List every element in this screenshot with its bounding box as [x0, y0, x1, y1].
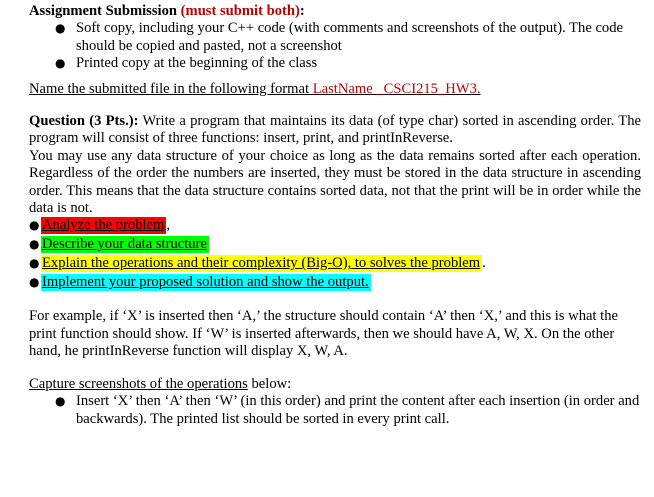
question-paragraph [29, 113, 641, 148]
capture-list [29, 393, 641, 428]
task-explain: Explain the operations and their complexity (Big-O), to solves the problem [42, 255, 481, 272]
question-block [29, 113, 641, 217]
assignment-page [29, 3, 641, 428]
task-suffix: . [482, 255, 486, 272]
bullet-icon: ● [55, 56, 66, 71]
capture-heading-suffix: below: [247, 375, 292, 392]
submission-title-highlight: (must submit both) [180, 3, 300, 19]
submission-list [29, 20, 641, 72]
filename-format: LastName _CSCI215_HW3. [312, 80, 481, 97]
submission-title: Assignment Submission [29, 3, 181, 19]
task-item [29, 274, 641, 293]
submission-item [29, 20, 641, 55]
submission-heading [29, 3, 641, 20]
capture-item-text: Insert ‘X’ then ‘A’ then ‘W’ (in this order) and print the content after each insertion (in order and backwards). The printed list should be sorted in every print call. [76, 393, 640, 427]
bullet-icon: ● [55, 394, 66, 409]
filename-prefix: Name the submitted file in the following format [29, 80, 313, 97]
task-item [29, 217, 641, 236]
task-list [29, 217, 641, 293]
bullet-icon: ● [29, 275, 40, 290]
task-analyze: Analyze the problem [42, 217, 165, 234]
filename-instruction [29, 81, 641, 98]
bullet-icon: ● [29, 218, 40, 233]
capture-section [29, 376, 641, 428]
capture-heading-text: Capture screenshots of the operations [29, 375, 248, 392]
task-item [29, 236, 641, 255]
submission-item-text: Soft copy, including your C++ code (with comments and screenshots of the output). The code should be copied and pasted, not a screenshot [76, 20, 623, 54]
example-paragraph: For example, if ‘X’ is inserted then ‘A,’ the structure should contain ‘A’ then ‘X,’ and this is what the print function should show. If ‘W’ is inserted afterwards, then we should have A, W, X. On the other hand, he printInReverse function will display X, W, A. [29, 308, 618, 360]
submission-item-text: Printed copy at the beginning of the class [76, 55, 318, 72]
task-suffix: , [166, 217, 171, 234]
bullet-icon: ● [29, 256, 40, 271]
capture-heading [29, 376, 641, 393]
task-implement: Implement your proposed solution and show the output. [42, 274, 369, 291]
question-text: Write a program that maintains its data (of type char) sorted in ascending order. The program will consist of three functions: insert, print, and printInReverse. [29, 113, 641, 147]
bullet-icon: ● [55, 21, 66, 36]
question-label: Question (3 Pts.): [29, 113, 139, 130]
submission-title-suffix: : [299, 3, 305, 19]
capture-item [29, 393, 641, 428]
question-paragraph-2: You may use any data structure of your choice as long as the data remains sorted after each operation. Regardless of the order the numbers are inserted, they must be stored in the data structure in ascending order. This means that the data structure contains sorted data, not that the print will be in order while the data is not. [29, 147, 641, 217]
bullet-icon: ● [29, 237, 40, 252]
task-item [29, 255, 641, 274]
submission-item [29, 55, 641, 72]
task-describe: Describe your data structure [42, 236, 207, 253]
